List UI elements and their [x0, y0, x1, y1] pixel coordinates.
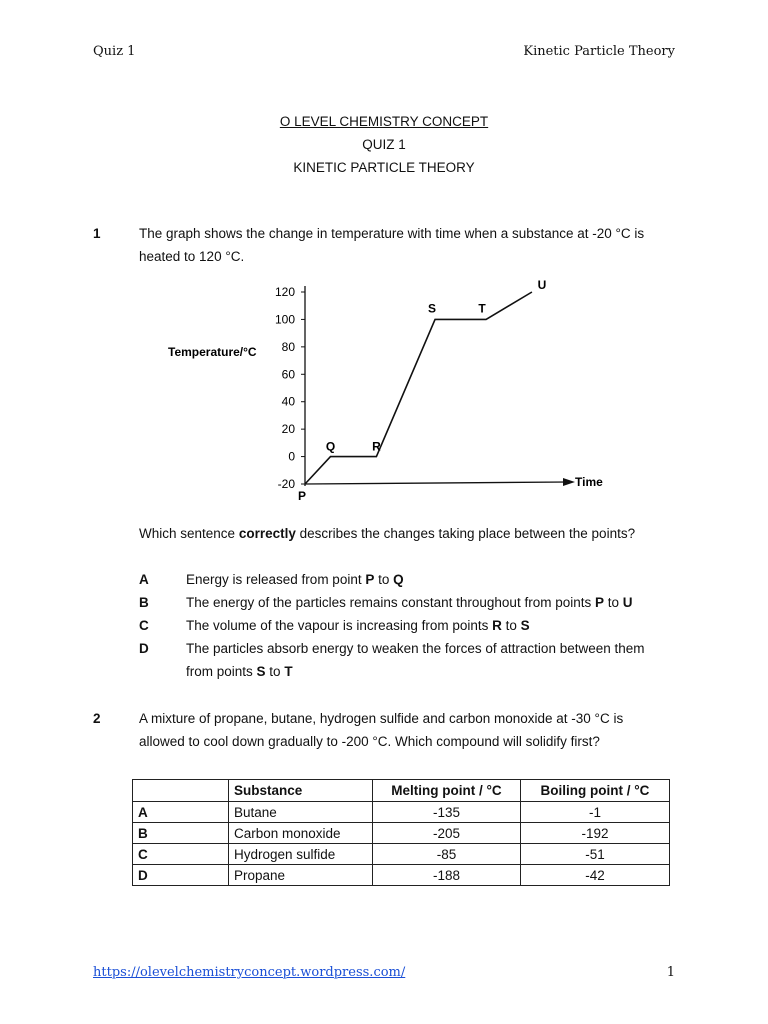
option-d-text-line-2 — [186, 660, 681, 683]
option-c-point-start: R — [492, 618, 502, 633]
option-b-point-end: U — [622, 595, 633, 610]
table-header-cell: Boiling point / °C — [521, 780, 670, 802]
point-label-t: T — [478, 301, 486, 316]
document-title — [0, 110, 768, 179]
y-axis-label: Temperature/°C — [168, 345, 257, 359]
question-1-stem — [139, 222, 679, 268]
x-axis-arrowhead — [563, 478, 575, 486]
option-c-point-end: S — [520, 618, 530, 633]
x-axis-label: Time — [575, 475, 603, 489]
option-c-text-part: The volume of the vapour is increasing from points — [186, 618, 493, 633]
point-label-p: P — [297, 489, 307, 503]
question-1-prompt-end: describes the changes taking place between the points? — [295, 526, 636, 541]
option-b-letter: B — [139, 595, 149, 610]
point-label-u: U — [537, 278, 547, 292]
question-2-stem — [139, 707, 679, 753]
option-a-letter: A — [139, 572, 149, 587]
table-header-cell: Substance — [229, 780, 373, 802]
table-cell-option: B — [133, 823, 229, 844]
header-quiz-label: Quiz 1 — [93, 44, 136, 59]
y-tick-label: 100 — [274, 312, 295, 327]
title-line-2: QUIZ 1 — [362, 137, 406, 152]
table-cell-substance: Hydrogen sulfide — [229, 844, 373, 865]
table-header-cell: Melting point / °C — [373, 780, 521, 802]
option-b-text-part: The energy of the particles remains constant throughout from points — [186, 595, 595, 610]
table-cell-boiling-point: -1 — [521, 802, 670, 823]
table-cell-melting-point: -135 — [373, 802, 521, 823]
temperature-curve — [305, 292, 532, 484]
option-d-point-start: S — [256, 664, 266, 679]
option-d-text-part: to — [265, 664, 285, 679]
option-a-text-part: to — [374, 572, 394, 587]
point-label-r: R — [372, 439, 381, 454]
table-cell-substance: Carbon monoxide — [229, 823, 373, 844]
point-label-q: Q — [325, 439, 336, 454]
table-cell-boiling-point: -192 — [521, 823, 670, 844]
table-row — [133, 865, 670, 886]
option-a-point-start: P — [365, 572, 375, 587]
table-cell-substance: Butane — [229, 802, 373, 823]
table-cell-melting-point: -85 — [373, 844, 521, 865]
x-axis-line — [305, 482, 568, 484]
header-topic-label: Kinetic Particle Theory — [523, 44, 675, 59]
option-a-point-end: Q — [393, 572, 404, 587]
question-1-number: 1 — [93, 226, 101, 241]
option-d-point-end: T — [284, 664, 293, 679]
page-number: 1 — [666, 965, 675, 980]
point-labels — [298, 278, 546, 503]
point-label-s: S — [428, 301, 437, 316]
option-c-text — [186, 614, 681, 637]
title-line-3: KINETIC PARTICLE THEORY — [293, 160, 475, 175]
y-tick-label: 20 — [281, 422, 295, 437]
footer-website-link[interactable]: https://olevelchemistryconcept.wordpress.com/ — [93, 965, 406, 980]
table-header-cell — [133, 780, 229, 802]
question-1-prompt-emphasis: correctly — [238, 526, 296, 541]
option-d-text-line-1: The particles absorb energy to weaken the forces of attraction between them — [186, 641, 645, 656]
table-cell-melting-point: -188 — [373, 865, 521, 886]
y-tick-label: 80 — [281, 339, 295, 354]
y-tick-label: 40 — [281, 394, 295, 409]
table-header-row — [133, 780, 670, 802]
question-1-stem-line-2: heated to 120 °C. — [139, 249, 245, 264]
table-cell-substance: Propane — [229, 865, 373, 886]
option-c-letter: C — [139, 618, 149, 633]
question-2-stem-line-1: A mixture of propane, butane, hydrogen sulfide and carbon monoxide at -30 °C is — [139, 711, 624, 726]
table-cell-option: D — [133, 865, 229, 886]
table-row — [133, 823, 670, 844]
temperature-time-graph — [160, 272, 620, 504]
option-a-text-part: Energy is released from point — [186, 572, 366, 587]
question-2-number: 2 — [93, 711, 101, 726]
table-cell-boiling-point: -51 — [521, 844, 670, 865]
table-row — [133, 802, 670, 823]
table-cell-option: A — [133, 802, 229, 823]
y-tick-labels — [275, 285, 305, 491]
table-row — [133, 844, 670, 865]
substance-data-table — [132, 779, 670, 886]
option-a-text — [186, 568, 681, 591]
option-d-letter: D — [139, 641, 149, 656]
question-1-prompt — [139, 522, 679, 545]
question-2-stem-line-2: allowed to cool down gradually to -200 °C. Which compound will solidify first? — [139, 734, 600, 749]
y-tick-label: 120 — [274, 285, 295, 299]
y-tick-label: 60 — [281, 367, 295, 382]
option-b-text — [186, 591, 681, 614]
question-1-stem-line-1: The graph shows the change in temperature with time when a substance at -20 °C is — [139, 226, 645, 241]
title-line-1: O LEVEL CHEMISTRY CONCEPT — [279, 114, 489, 129]
table-cell-option: C — [133, 844, 229, 865]
option-c-text-part: to — [501, 618, 521, 633]
table-cell-boiling-point: -42 — [521, 865, 670, 886]
option-d-text — [186, 637, 681, 683]
table-cell-melting-point: -205 — [373, 823, 521, 844]
y-tick-label: -20 — [277, 477, 295, 491]
option-b-point-start: P — [594, 595, 604, 610]
question-1-prompt-start: Which sentence — [139, 526, 239, 541]
option-b-text-part: to — [603, 595, 623, 610]
option-d-text-part: from points — [186, 664, 257, 679]
y-tick-label: 0 — [288, 449, 295, 464]
